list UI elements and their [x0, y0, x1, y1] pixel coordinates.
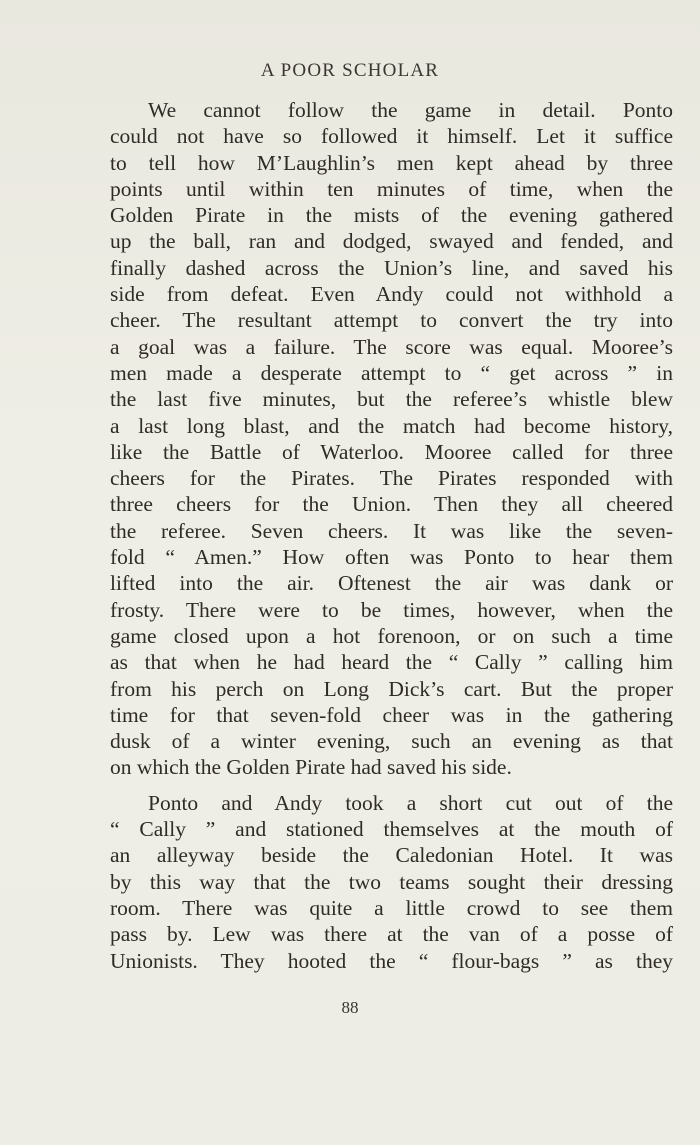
text-line: a last long blast, and the match had become history,: [110, 413, 673, 438]
text-line: Unionists. They hooted the “ flour-bags ” as they: [110, 948, 673, 973]
page-number: 88: [341, 998, 359, 1017]
text-line: a goal was a failure. The score was equal. Mooree’s: [110, 334, 673, 359]
text-line: to tell how M’Laughlin’s men kept ahead by three: [110, 150, 673, 175]
text-line: room. There was quite a little crowd to see them: [110, 895, 673, 920]
text-line: the referee. Seven cheers. It was like the seven-: [110, 518, 673, 543]
body-text: [110, 97, 673, 974]
text-line: finally dashed across the Union’s line, and saved his: [110, 255, 673, 280]
text-line: could not have so followed it himself. Let it suffice: [110, 124, 673, 149]
text-line: pass by. Lew was there at the van of a posse of: [110, 922, 673, 947]
text-line: by this way that the two teams sought their dressing: [110, 869, 673, 894]
text-line: fold “ Amen.” How often was Ponto to hear them: [110, 545, 673, 570]
text-line: cheers for the Pirates. The Pirates responded with: [110, 466, 673, 491]
text-line: Ponto and Andy took a short cut out of the: [148, 790, 673, 815]
text-line: points until within ten minutes of time, when the: [110, 176, 673, 201]
running-header: A POOR SCHOLAR: [260, 60, 440, 81]
text-line: three cheers for the Union. Then they all cheered: [110, 492, 673, 517]
text-line: game closed upon a hot forenoon, or on such a time: [110, 623, 673, 648]
text-line: time for that seven-fold cheer was in the gathering: [110, 702, 673, 727]
text-line: the last five minutes, but the referee’s whistle blew: [110, 387, 673, 412]
text-line: We cannot follow the game in detail. Ponto: [148, 98, 673, 122]
text-line: like the Battle of Waterloo. Mooree called for three: [110, 439, 673, 464]
text-line: as that when he had heard the “ Cally ” calling him: [110, 650, 673, 675]
text-line: Golden Pirate in the mists of the evening gathered: [110, 203, 673, 228]
text-line: side from defeat. Even Andy could not withhold a: [110, 282, 673, 307]
text-line: dusk of a winter evening, such an evening as that: [110, 729, 673, 754]
text-line: lifted into the air. Oftenest the air was dank or: [110, 571, 673, 596]
text-line: cheer. The resultant attempt to convert the try into: [110, 308, 673, 333]
text-line: up the ball, ran and dodged, swayed and fended, and: [110, 229, 673, 254]
text-line: “ Cally ” and stationed themselves at the mouth of: [110, 817, 673, 842]
paragraph: [110, 790, 673, 974]
text-line: on which the Golden Pirate had saved his side.: [110, 755, 512, 780]
text-line: frosty. There were to be times, however, when the: [110, 597, 673, 622]
text-line: from his perch on Long Dick’s cart. But the proper: [110, 676, 673, 701]
text-line: men made a desperate attempt to “ get across ” in: [110, 360, 673, 385]
paragraph: [110, 97, 673, 781]
text-line: an alleyway beside the Caledonian Hotel. It was: [110, 843, 673, 868]
